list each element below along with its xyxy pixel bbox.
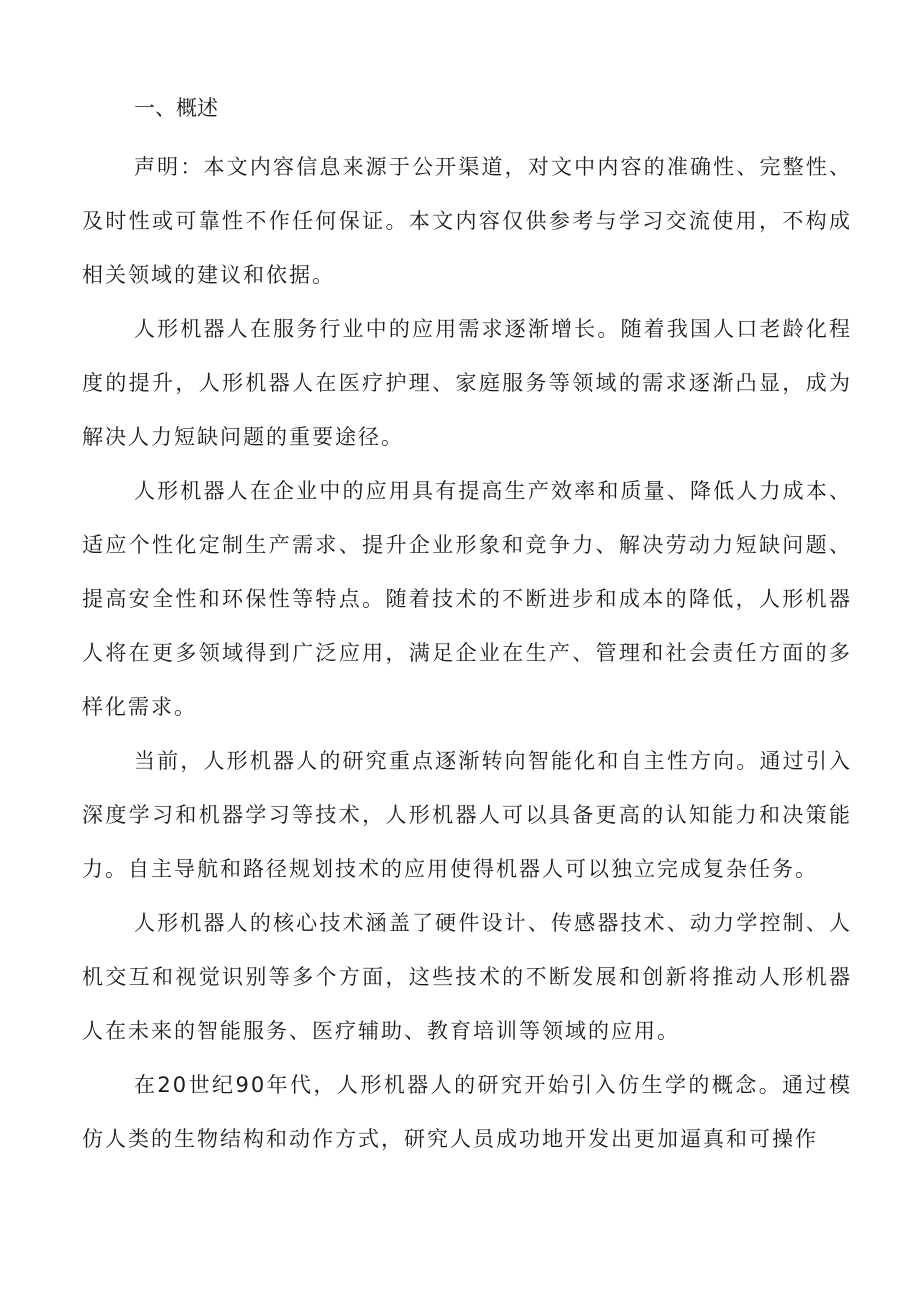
paragraph-core-technology: 人形机器人的核心技术涵盖了硬件设计、传感器技术、动力学控制、人机交互和视觉识别等多个方面，这些技术的不断发展和创新将推动人形机器人在未来的智能服务、医疗辅助、教育培训等领域的应用。 — [82, 911, 852, 1043]
paragraph-enterprise-application: 人形机器人在企业中的应用具有提高生产效率和质量、降低人力成本、适应个性化定制生产需求、提升企业形象和竞争力、解决劳动力短缺问题、提高安全性和环保性等特点。随着技术的不断进步和成本的降低，人形机器人将在更多领域得到广泛应用，满足企业在生产、管理和社会责任方面的多样化需求。 — [82, 479, 852, 719]
paragraph-disclaimer: 声明：本文内容信息来源于公开渠道，对文中内容的准确性、完整性、及时性或可靠性不作任何保证。本文内容仅供参考与学习交流使用，不构成相关领域的建议和依据。 — [82, 155, 852, 287]
document-body — [82, 88, 852, 1166]
paragraph-service-demand: 人形机器人在服务行业中的应用需求逐渐增长。随着我国人口老龄化程度的提升，人形机器人在医疗护理、家庭服务等领域的需求逐渐凸显，成为解决人力短缺问题的重要途径。 — [82, 317, 852, 449]
section-heading: 一、概述 — [134, 96, 218, 120]
paragraph-research-focus: 当前，人形机器人的研究重点逐渐转向智能化和自主性方向。通过引入深度学习和机器学习等技术，人形机器人可以具备更高的认知能力和决策能力。自主导航和路径规划技术的应用使得机器人可以独立完成复杂任务。 — [82, 749, 852, 881]
paragraph-history: 在20世纪90年代，人形机器人的研究开始引入仿生学的概念。通过模仿人类的生物结构和动作方式，研究人员成功地开发出更加逼真和可操作 — [82, 1073, 852, 1151]
